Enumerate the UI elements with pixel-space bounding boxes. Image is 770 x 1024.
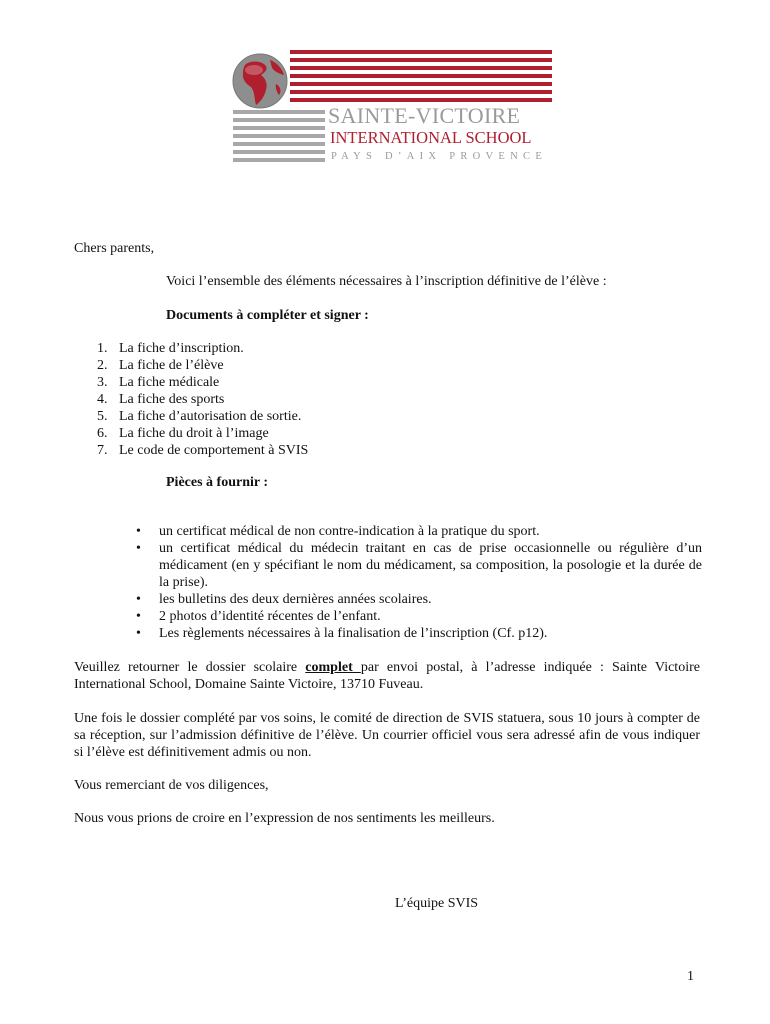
red-stripes [290, 50, 552, 102]
grey-stripes [233, 110, 325, 162]
closing-text: Nous vous prions de croire en l’expression de nos sentiments les meilleurs. [74, 811, 495, 826]
list-item: • un certificat médical de non contre-indication à la pratique du sport. [136, 524, 540, 539]
logo-school-name: SAINTE-VICTOIRE [328, 103, 521, 128]
logo-school-type: INTERNATIONAL SCHOOL [330, 128, 532, 147]
pieces-heading: Pièces à fournir : [166, 475, 268, 490]
return-paragraph: Veuillez retourner le dossier scolaire complet par envoi postal, à l’adresse indiquée : Sainte Victoire International School, Domaine Sainte Victoire, 13710 Fuveau. [74, 660, 700, 692]
signature: L’équipe SVIS [395, 896, 479, 911]
logo-region: PAYS D’AIX PROVENCE [331, 151, 548, 162]
complete-emphasis: complet [305, 660, 361, 675]
school-logo [228, 48, 558, 173]
documents-heading: Documents à compléter et signer : [166, 308, 369, 323]
salutation: Chers parents, [74, 241, 155, 256]
list-item: 4. La fiche des sports [97, 392, 225, 407]
list-item: • 2 photos d’identité récentes de l’enfant. [136, 609, 381, 624]
list-item: 1. La fiche d’inscription. [97, 341, 244, 356]
list-item: 3. La fiche médicale [97, 375, 220, 390]
pieces-list [136, 523, 702, 642]
list-item: 6. La fiche du droit à l’image [97, 426, 269, 441]
list-item: 7. Le code de comportement à SVIS [97, 443, 309, 458]
list-item: • un certificat médical du médecin traitant en cas de prise occasionnelle ou régulière d’un médicament (en y spécifiant le nom du médicament, sa composition, la posologie et la durée de la prise). [136, 541, 702, 590]
list-item: 5. La fiche d’autorisation de sortie. [97, 409, 302, 424]
intro-text: Voici l’ensemble des éléments nécessaires à l’inscription définitive de l’élève : [166, 274, 607, 289]
thanks-text: Vous remerciant de vos diligences, [74, 778, 269, 793]
globe-icon [233, 54, 287, 108]
list-item: • les bulletins des deux dernières années scolaires. [136, 592, 432, 607]
page-number: 1 [687, 969, 694, 984]
documents-list [97, 340, 497, 459]
list-item: 2. La fiche de l’élève [97, 358, 224, 373]
committee-paragraph: Une fois le dossier complété par vos soins, le comité de direction de SVIS statuera, sous 10 jours à compter de sa réception, sur l’admission définitive de l’élève. Un courrier officiel vous sera adressé afin de vous indiquer si l’élève est définitivement admis ou non. [74, 711, 700, 760]
list-item: • Les règlements nécessaires à la finalisation de l’inscription (Cf. p12). [136, 626, 548, 641]
